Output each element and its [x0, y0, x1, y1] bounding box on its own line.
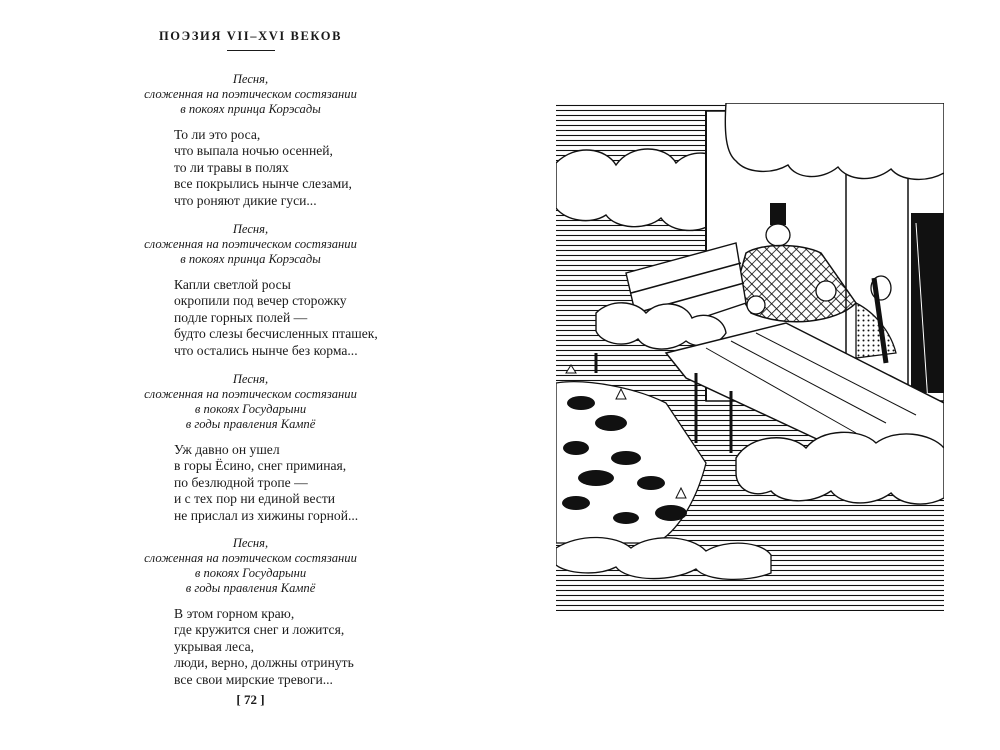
poem-title — [128, 72, 373, 117]
poem-line: все свои мирские тревоги... — [174, 671, 333, 687]
poem-line: что выпала ночью осенней, — [174, 143, 333, 159]
poem-title-line: в покоях принца Корэсады — [180, 102, 321, 116]
poem-title-line: Песня, — [232, 372, 269, 386]
poem-line: То ли это роса, — [174, 127, 261, 142]
cloud — [556, 537, 771, 579]
poem-4 — [128, 536, 373, 688]
poem-title-line: Песня, — [232, 222, 269, 236]
poem-line: окропили под вечер сторожку — [174, 293, 347, 309]
poem-2 — [128, 222, 378, 359]
cloud — [725, 103, 944, 179]
poem-line: и с тех пор ни единой вести — [174, 491, 336, 507]
poem-body — [128, 442, 373, 524]
poem-line: укрывая леса, — [174, 638, 255, 654]
poem-title — [128, 372, 373, 432]
poem-line: то ли травы в полях — [174, 159, 289, 175]
poem-line: где кружится снег и ложится, — [174, 622, 345, 638]
poem-line: не прислал из хижины горной... — [174, 507, 359, 523]
poem-title-line: сложенная на поэтическом состязании — [144, 551, 357, 565]
poem-line: подле горных полей — — [174, 309, 308, 325]
poem-line: Капли светлой росы — [174, 277, 291, 292]
running-header: ПОЭЗИЯ VII–XVI ВЕКОВ — [158, 29, 343, 43]
poem-line: что роняют дикие гуси... — [174, 192, 317, 208]
poem-1 — [128, 72, 373, 209]
poem-title — [128, 536, 373, 596]
woodblock-illustration — [556, 103, 944, 611]
poem-title-line: в покоях принца Корэсады — [180, 252, 321, 266]
poem-line: в горы Ёсино, снег приминая, — [174, 458, 347, 474]
poem-title — [128, 222, 373, 267]
poem-line: что остались нынче без корма... — [174, 342, 358, 358]
page-number: [ 72 ] — [236, 692, 265, 707]
poem-title-line: в покоях Государыни — [194, 402, 307, 416]
poem-title-line: в покоях Государыни — [194, 566, 307, 580]
poem-title-line: в годы правления Кампё — [185, 581, 316, 595]
poem-line: Уж давно он ушел — [174, 442, 280, 457]
poem-line: люди, верно, должны отринуть — [174, 655, 354, 671]
poem-line: В этом горном краю, — [174, 606, 295, 621]
left-page — [128, 28, 378, 728]
poem-title-line: сложенная на поэтическом состязании — [144, 387, 357, 401]
poem-title-line: Песня, — [232, 72, 269, 86]
poem-body — [128, 277, 378, 359]
poem-title-line: Песня, — [232, 536, 269, 550]
poem-line: будто слезы бесчисленных пташек, — [174, 326, 378, 342]
poem-body — [128, 606, 373, 688]
poem-3 — [128, 372, 373, 524]
poem-title-line: сложенная на поэтическом состязании — [144, 87, 357, 101]
poem-line: по безлюдной тропе — — [174, 474, 308, 490]
poem-line: все покрылись нынче слезами, — [174, 176, 352, 192]
poem-body — [128, 127, 373, 209]
poem-title-line: в годы правления Кампё — [185, 417, 316, 431]
header-rule — [227, 50, 275, 51]
poem-title-line: сложенная на поэтическом состязании — [144, 237, 357, 251]
